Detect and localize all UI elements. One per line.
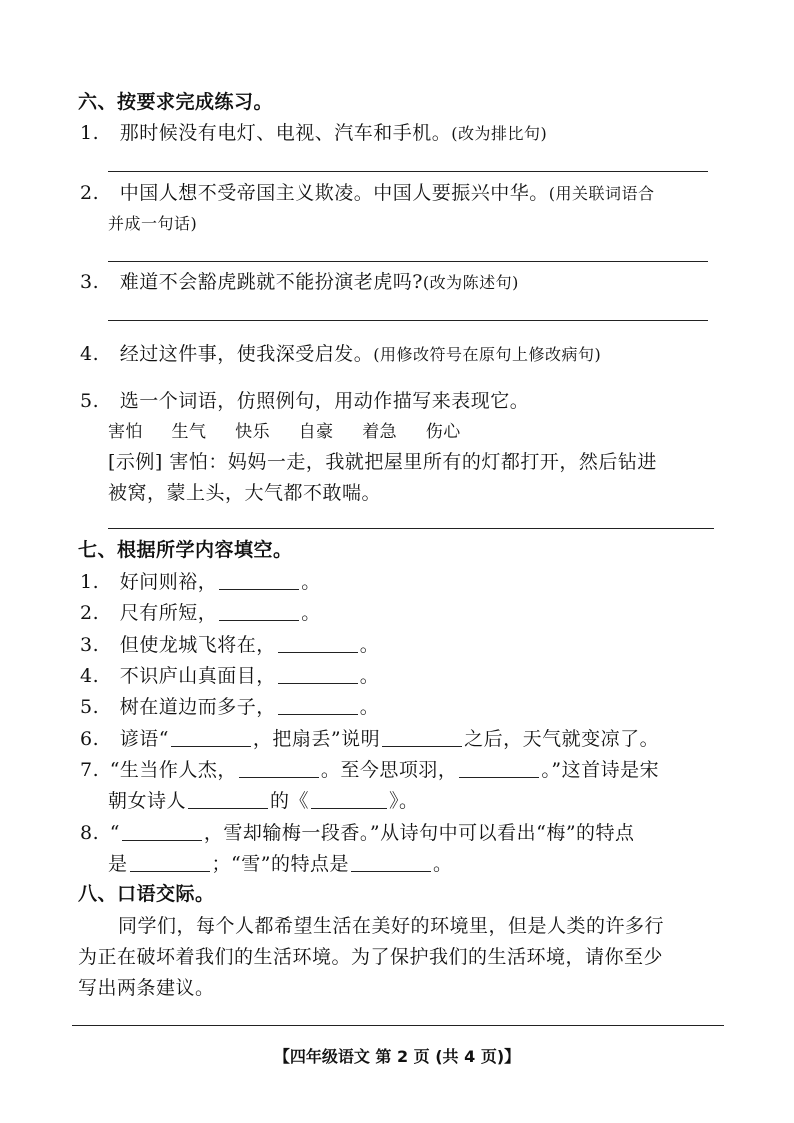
question-6-3 [80,270,519,295]
question-6-1 [80,121,547,146]
question-number: 1. [80,122,100,144]
question-7-8-cont [108,852,452,876]
question-7-5 [80,695,379,719]
question-number: 1. [80,571,100,593]
question-number: 4. [80,665,100,687]
question-number: 3. [80,271,100,293]
question-text: “生当作人杰， [109,759,237,781]
question-text: 但使龙城飞将在， [119,634,276,656]
answer-line[interactable] [108,171,708,172]
fill-blank[interactable] [278,665,358,684]
question-7-3 [80,633,379,657]
section-8-title: 八、口语交际。 [78,883,215,905]
example-line-1: [示例] 害怕：妈妈一走，我就把屋里所有的灯都打开，然后钻进 [108,451,657,473]
question-text: 尺有所短， [119,602,218,624]
word-choices [108,419,483,444]
answer-line[interactable] [108,320,708,321]
page-footer: 【四年级语文 第 2 页 (共 4 页)】 [273,1047,521,1066]
question-7-6 [80,727,659,751]
word-choice: 害怕 [108,422,143,442]
fill-blank[interactable] [219,602,299,621]
section-6-title: 六、按要求完成练习。 [78,91,274,113]
question-text: ，雪却输梅一段香。”从诗句中可以看出“梅”的特点 [203,822,635,844]
paragraph-line-1: 同学们，每个人都希望生活在美好的环境里，但是人类的许多行 [118,915,665,937]
fill-blank[interactable] [459,759,539,778]
section-7-title: 七、根据所学内容填空。 [78,539,293,561]
paragraph-line-2: 为正在破坏着我们的生活环境。为了保护我们的生活环境，请你至少 [78,946,664,968]
question-text: 。”这首诗是宋 [541,759,660,781]
word-choice: 着急 [362,422,398,442]
punctuation: 。 [359,665,380,687]
question-number: 5. [80,696,100,718]
question-hint: (改为排比句) [451,124,548,143]
question-number: 7. [80,759,100,781]
question-number: 3. [80,634,100,656]
footer-divider [72,1025,724,1026]
question-text: 的《 [270,790,310,812]
question-7-1 [80,570,321,594]
question-hint: (用关联词语合 [548,184,655,203]
example-line-2: 被窝，蒙上头，大气都不敢喘。 [108,482,382,504]
question-text: 中国人想不受帝国主义欺凌。中国人要振兴中华。 [119,182,549,204]
fill-blank[interactable] [351,853,431,872]
question-text: 是 [108,853,128,875]
question-text: 不识庐山真面目， [119,665,276,687]
question-text: “ [109,822,120,844]
answer-line[interactable] [108,261,708,262]
question-text: 难道不会豁虎跳就不能扮演老虎吗? [119,271,423,293]
fill-blank[interactable] [219,571,299,590]
question-text: 谚语“ [119,728,169,750]
question-text: 。至今思项羽， [320,759,458,781]
question-number: 8. [80,822,100,844]
question-text: 树在道边而多子， [119,696,276,718]
question-number: 2. [80,182,100,204]
punctuation: 。 [359,634,380,656]
word-choice: 生气 [171,422,207,442]
question-hint: (用修改符号在原句上修改病句) [373,345,602,364]
question-7-8 [80,821,635,845]
question-text: ；“雪”的特点是 [211,853,349,875]
question-text: 》。 [389,790,419,812]
punctuation: 。 [301,602,321,624]
fill-blank[interactable] [130,853,210,872]
fill-blank[interactable] [382,728,462,747]
fill-blank[interactable] [239,759,319,778]
question-number: 5. [80,390,100,412]
question-6-4 [80,342,601,367]
question-7-7-cont [108,789,419,813]
question-text: 。 [432,853,453,875]
question-7-4 [80,664,379,688]
word-choice: 伤心 [425,422,461,442]
question-number: 2. [80,602,100,624]
word-choice: 快乐 [235,422,271,442]
answer-line[interactable] [108,528,714,529]
question-6-2 [80,181,654,206]
fill-blank[interactable] [122,822,202,841]
question-text: 好问则裕， [119,571,218,593]
question-text: 选一个词语，仿照例句，用动作描写来表现它。 [119,390,530,412]
question-7-2 [80,601,321,625]
question-text: ，把扇丢”说明 [252,728,381,750]
question-hint-cont: 并成一句话) [108,214,198,233]
fill-blank[interactable] [311,790,387,809]
question-text: 朝女诗人 [108,790,187,812]
punctuation: 。 [359,696,380,718]
word-choice: 自豪 [298,422,334,442]
question-text: 之后，天气就变凉了。 [464,728,660,750]
question-number: 6. [80,728,100,750]
question-6-5 [80,389,529,413]
question-number: 4. [80,343,100,365]
fill-blank[interactable] [278,634,358,653]
question-hint: (改为陈述句) [422,273,519,292]
fill-blank[interactable] [188,790,268,809]
question-text: 经过这件事，使我深受启发。 [119,343,374,365]
fill-blank[interactable] [278,696,358,715]
question-7-7 [80,758,659,782]
fill-blank[interactable] [171,728,251,747]
punctuation: 。 [301,571,321,593]
question-text: 那时候没有电灯、电视、汽车和手机。 [119,122,452,144]
paragraph-line-3: 写出两条建议。 [78,977,215,999]
